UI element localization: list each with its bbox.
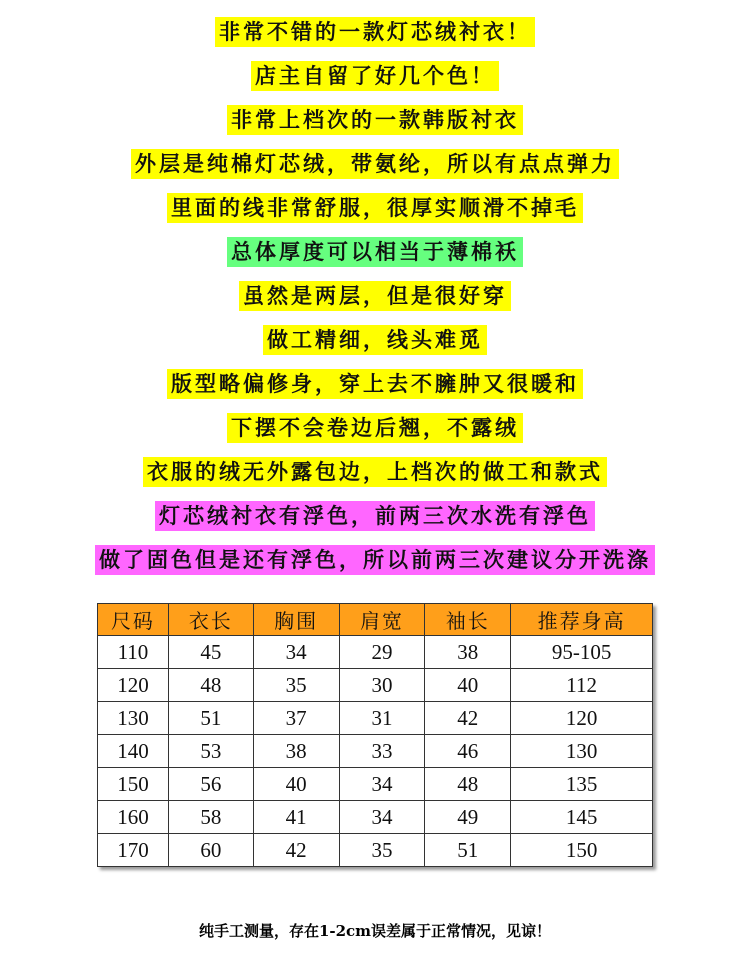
table-cell: 38 bbox=[425, 636, 511, 669]
table-cell: 33 bbox=[339, 735, 425, 768]
header-length: 衣长 bbox=[168, 604, 253, 636]
table-row bbox=[98, 636, 653, 669]
size-chart-table bbox=[97, 603, 653, 867]
table-cell: 120 bbox=[98, 669, 169, 702]
description-line bbox=[0, 538, 750, 582]
highlighted-text: 虽然是两层，但是很好穿 bbox=[239, 281, 511, 311]
highlighted-text: 衣服的绒无外露包边，上档次的做工和款式 bbox=[143, 457, 607, 487]
table-cell: 150 bbox=[511, 834, 653, 867]
table-cell: 30 bbox=[339, 669, 425, 702]
table-row bbox=[98, 669, 653, 702]
highlighted-text: 非常上档次的一款韩版衬衣 bbox=[227, 105, 523, 135]
table-cell: 49 bbox=[425, 801, 511, 834]
description-line bbox=[0, 54, 750, 98]
measurement-footnote: 纯手工测量，存在1-2cm误差属于正常情况，见谅！ bbox=[198, 922, 552, 940]
description-line bbox=[0, 98, 750, 142]
table-cell: 58 bbox=[168, 801, 253, 834]
table-cell: 160 bbox=[98, 801, 169, 834]
header-chest: 胸围 bbox=[253, 604, 339, 636]
description-line bbox=[0, 230, 750, 274]
highlighted-text: 外层是纯棉灯芯绒，带氨纶，所以有点点弹力 bbox=[131, 149, 619, 179]
highlighted-text: 里面的线非常舒服，很厚实顺滑不掉毛 bbox=[167, 193, 583, 223]
description-line bbox=[0, 406, 750, 450]
table-cell: 145 bbox=[511, 801, 653, 834]
table-cell: 34 bbox=[339, 801, 425, 834]
table-cell: 38 bbox=[253, 735, 339, 768]
highlighted-text: 灯芯绒衬衣有浮色，前两三次水洗有浮色 bbox=[155, 501, 595, 531]
header-size: 尺码 bbox=[98, 604, 169, 636]
table-cell: 42 bbox=[253, 834, 339, 867]
table-row bbox=[98, 834, 653, 867]
table-cell: 45 bbox=[168, 636, 253, 669]
table-cell: 41 bbox=[253, 801, 339, 834]
table-cell: 110 bbox=[98, 636, 169, 669]
description-line bbox=[0, 450, 750, 494]
table-cell: 34 bbox=[253, 636, 339, 669]
table-cell: 40 bbox=[253, 768, 339, 801]
table-row bbox=[98, 801, 653, 834]
table-cell: 135 bbox=[511, 768, 653, 801]
table-cell: 51 bbox=[168, 702, 253, 735]
description-line bbox=[0, 494, 750, 538]
table-cell: 60 bbox=[168, 834, 253, 867]
highlighted-text: 做了固色但是还有浮色，所以前两三次建议分开洗涤 bbox=[95, 545, 655, 575]
table-cell: 170 bbox=[98, 834, 169, 867]
header-sleeve: 袖长 bbox=[425, 604, 511, 636]
description-line bbox=[0, 10, 750, 54]
table-cell: 42 bbox=[425, 702, 511, 735]
table-cell: 150 bbox=[98, 768, 169, 801]
table-cell: 120 bbox=[511, 702, 653, 735]
description-line bbox=[0, 186, 750, 230]
description-line bbox=[0, 142, 750, 186]
table-cell: 130 bbox=[511, 735, 653, 768]
description-line bbox=[0, 318, 750, 362]
description-lines bbox=[0, 10, 750, 582]
table-cell: 37 bbox=[253, 702, 339, 735]
table-row bbox=[98, 702, 653, 735]
table-cell: 35 bbox=[339, 834, 425, 867]
table-row bbox=[98, 735, 653, 768]
description-line bbox=[0, 362, 750, 406]
table-cell: 48 bbox=[425, 768, 511, 801]
table-cell: 51 bbox=[425, 834, 511, 867]
table-cell: 56 bbox=[168, 768, 253, 801]
description-line bbox=[0, 274, 750, 318]
table-cell: 29 bbox=[339, 636, 425, 669]
highlighted-text: 总体厚度可以相当于薄棉袄 bbox=[227, 237, 523, 267]
table-cell: 140 bbox=[98, 735, 169, 768]
table-cell: 112 bbox=[511, 669, 653, 702]
header-shoulder: 肩宽 bbox=[339, 604, 425, 636]
highlighted-text: 下摆不会卷边后翘，不露绒 bbox=[227, 413, 523, 443]
highlighted-text: 店主自留了好几个色！ bbox=[251, 61, 499, 91]
table-cell: 46 bbox=[425, 735, 511, 768]
table-cell: 48 bbox=[168, 669, 253, 702]
table-cell: 34 bbox=[339, 768, 425, 801]
table-cell: 31 bbox=[339, 702, 425, 735]
highlighted-text: 版型略偏修身，穿上去不臃肿又很暖和 bbox=[167, 369, 583, 399]
highlighted-text: 做工精细，线头难觅 bbox=[263, 325, 487, 355]
table-cell: 35 bbox=[253, 669, 339, 702]
highlighted-text: 非常不错的一款灯芯绒衬衣！ bbox=[215, 17, 535, 47]
table-row bbox=[98, 768, 653, 801]
table-cell: 95-105 bbox=[511, 636, 653, 669]
table-cell: 130 bbox=[98, 702, 169, 735]
table-header-row bbox=[98, 604, 653, 636]
header-height: 推荐身高 bbox=[511, 604, 653, 636]
table-cell: 40 bbox=[425, 669, 511, 702]
table-cell: 53 bbox=[168, 735, 253, 768]
